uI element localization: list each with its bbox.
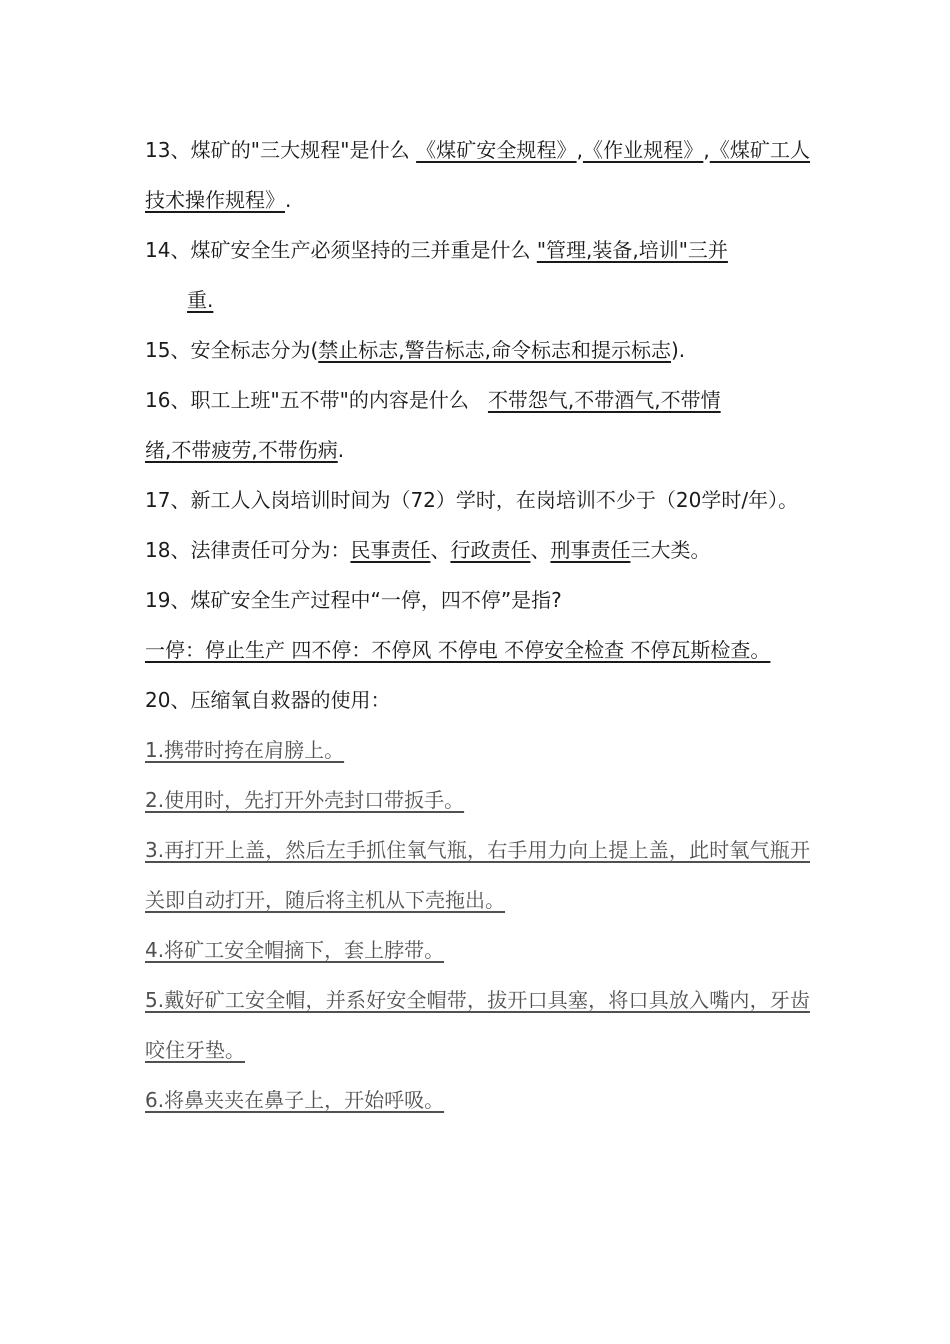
- answer-13-coal-mine-safety-rules: 《煤矿安全规程》: [416, 138, 577, 162]
- step-5-text: 5.戴好矿工安全帽，并系好安全帽带，拔开口具塞，将口具放入嘴内，牙齿咬住牙垫。: [145, 988, 810, 1062]
- answer-15-sign-types: 禁止标志,警告标志,命令标志和提示标志: [318, 338, 671, 362]
- question-13-number: 13、: [145, 138, 191, 162]
- separator: ,: [576, 138, 583, 162]
- question-15: [145, 325, 810, 375]
- separator: 、: [430, 538, 451, 562]
- question-20-number: 20、: [145, 688, 191, 712]
- question-14-number: 14、: [145, 238, 191, 262]
- separator: ,: [703, 138, 710, 162]
- answer-18-criminal: 刑事责任: [550, 538, 631, 562]
- step-6-text: 6.将鼻夹夹在鼻子上，开始呼吸。: [145, 1088, 445, 1112]
- step-2-text: 2.使用时，先打开外壳封口带扳手。: [145, 788, 465, 812]
- question-13-text: 煤矿的"三大规程"是什么: [190, 138, 417, 162]
- answer-19: [145, 625, 810, 675]
- step-4: [145, 925, 810, 975]
- question-13: [145, 125, 810, 225]
- step-5: [145, 975, 810, 1075]
- step-1-text: 1.携带时挎在肩膀上。: [145, 738, 345, 762]
- answer-16-line1: 不带怨气,不带酒气,不带情: [487, 388, 721, 412]
- separator: 、: [530, 538, 551, 562]
- answer-14-line2: 重.: [187, 288, 214, 312]
- question-14: [145, 225, 810, 325]
- step-3-text: 3.再打开上盖，然后左手抓住氧气瓶，右手用力向上提上盖，此时氧气瓶开关即自动打开，随后将主机从下壳拖出。: [145, 838, 810, 912]
- question-17-text: 新工人入岗培训时间为（72）学时，在岗培训不少于（20学时/年）。: [190, 488, 799, 512]
- question-18-number: 18、: [145, 538, 191, 562]
- answer-18-civil: 民事责任: [350, 538, 431, 562]
- step-1: [145, 725, 810, 775]
- question-18: [145, 525, 810, 575]
- question-16: [145, 375, 810, 475]
- answer-16-line2: 绪,不带疲劳,不带伤病: [145, 438, 338, 462]
- answer-13-worker-technical-rules: 《煤矿工人技术操作规程》: [145, 138, 811, 212]
- question-16-number: 16、: [145, 388, 191, 412]
- question-20-text: 压缩氧自救器的使用：: [190, 688, 391, 712]
- answer-14-line1: "管理,装备,培训"三并: [536, 238, 728, 262]
- question-17-number: 17、: [145, 488, 191, 512]
- step-4-text: 4.将矿工安全帽摘下，套上脖带。: [145, 938, 445, 962]
- question-19-number: 19、: [145, 588, 191, 612]
- question-19-text: 煤矿安全生产过程中“一停，四不停”是指?: [190, 588, 562, 612]
- step-6: [145, 1075, 810, 1125]
- question-16-text: 职工上班"五不带"的内容是什么: [190, 388, 476, 412]
- question-18-prefix: 法律责任可分为：: [190, 538, 351, 562]
- answer-13-operation-rules: 《作业规程》: [582, 138, 704, 162]
- closing: ).: [670, 338, 686, 362]
- answer-18-administrative: 行政责任: [450, 538, 531, 562]
- document-body: [145, 125, 810, 1125]
- question-19: [145, 575, 810, 625]
- question-17: [145, 475, 810, 525]
- question-15-text: 安全标志分为(: [190, 338, 319, 362]
- question-14-text: 煤矿安全生产必须坚持的三并重是什么: [190, 238, 537, 262]
- question-15-number: 15、: [145, 338, 191, 362]
- question-18-suffix: 三大类。: [630, 538, 711, 562]
- question-20: [145, 675, 810, 725]
- answer-19-text: 一停：停止生产 四不停：不停风 不停电 不停安全检查 不停瓦斯检查。: [145, 638, 771, 662]
- step-3: [145, 825, 810, 925]
- period: .: [337, 438, 345, 462]
- step-2: [145, 775, 810, 825]
- period: .: [285, 188, 292, 212]
